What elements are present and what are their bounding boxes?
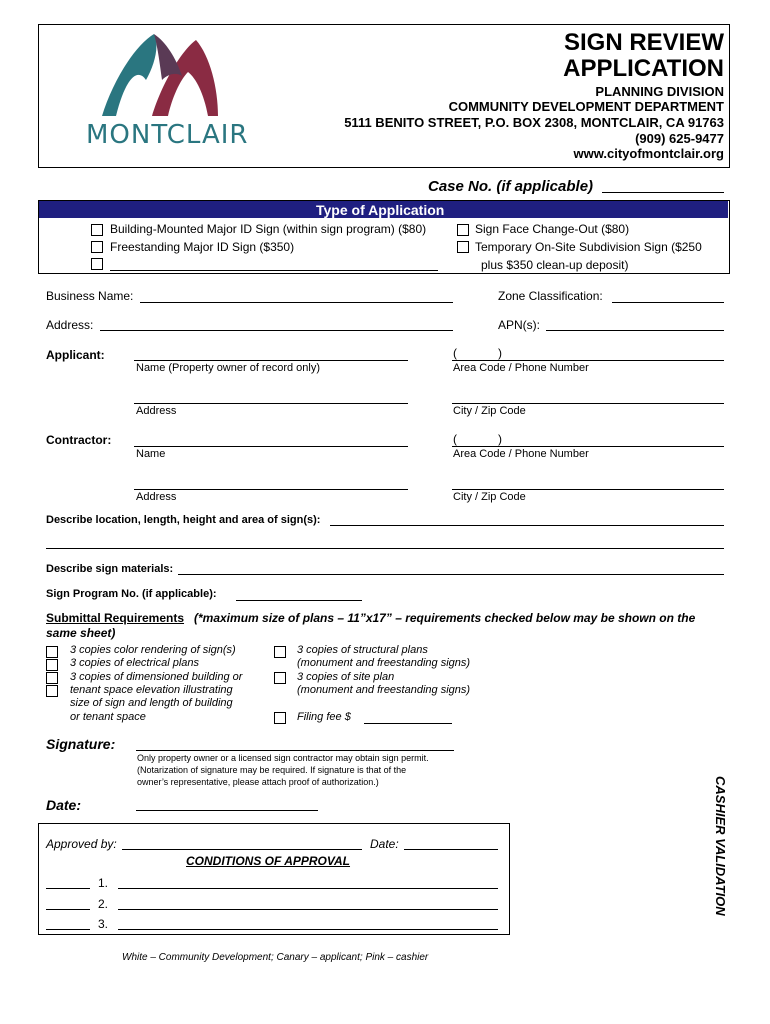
condition-number-3: 3.	[98, 917, 109, 931]
condition-field-1[interactable]	[118, 888, 498, 889]
condition-initial-3[interactable]	[46, 929, 90, 930]
apn-label: APN(s):	[498, 318, 540, 332]
sign-program-label: Sign Program No. (if applicable):	[46, 588, 217, 600]
submittal-note-2: same sheet)	[46, 626, 116, 640]
zone-field[interactable]	[612, 302, 724, 303]
option-building-mounted: Building-Mounted Major ID Sign (within sign program) ($80)	[110, 222, 427, 236]
contractor-phone-caption: Area Code / Phone Number	[453, 448, 589, 460]
signature-note-1: Only property owner or a licensed sign contractor may obtain sign permit.	[137, 753, 429, 763]
division: PLANNING DIVISION	[595, 84, 724, 99]
contractor-name-field[interactable]	[134, 446, 408, 447]
apn-field[interactable]	[546, 330, 724, 331]
contractor-label: Contractor:	[46, 433, 112, 447]
contractor-city-caption: City / Zip Code	[453, 491, 526, 503]
checkbox-electrical[interactable]	[46, 659, 58, 671]
applicant-paren-close: )	[498, 346, 502, 360]
describe-location-field[interactable]	[330, 525, 724, 526]
department: COMMUNITY DEVELOPMENT DEPARTMENT	[448, 99, 724, 114]
checkbox-sign-face[interactable]	[457, 224, 469, 236]
type-of-application-title: Type of Application	[316, 202, 445, 218]
sign-program-field[interactable]	[236, 600, 362, 601]
applicant-city-caption: City / Zip Code	[453, 405, 526, 417]
applicant-label: Applicant:	[46, 348, 105, 362]
applicant-paren-open: (	[453, 346, 457, 360]
signature-note-2: (Notarization of signature may be required. If signature is that of the	[137, 765, 407, 775]
approval-date-field[interactable]	[404, 849, 498, 850]
req-site-plan: 3 copies of site plan	[297, 671, 395, 683]
page-title: SIGN REVIEW	[563, 29, 724, 56]
date-label: Date:	[46, 797, 82, 813]
case-no-field[interactable]	[602, 192, 724, 193]
other-field[interactable]	[110, 270, 438, 271]
checkbox-color-rendering[interactable]	[46, 646, 58, 658]
submittal-heading: Submittal Requirements	[46, 611, 185, 625]
describe-materials-label: Describe sign materials:	[46, 563, 174, 575]
case-no-label: Case No. (if applicable)	[428, 178, 594, 195]
signature-note-3: owner’s representative, please attach proof of authorization.)	[137, 777, 379, 787]
page-title-line2: APPLICATION	[563, 55, 724, 82]
describe-materials-field[interactable]	[178, 574, 724, 575]
checkbox-building-mounted[interactable]	[91, 224, 103, 236]
req-dimensioned: 3 copies of dimensioned building or	[70, 671, 243, 683]
req-structural: 3 copies of structural plans	[297, 644, 428, 656]
req-site-plan-note: (monument and freestanding signs)	[297, 684, 471, 696]
option-temporary-cont: plus $350 clean-up deposit)	[481, 258, 629, 272]
logo-text: MONTCLAIR	[86, 120, 249, 150]
website[interactable]: www.cityofmontclair.org	[573, 146, 724, 161]
contractor-paren-close: )	[498, 432, 502, 446]
condition-number-2: 2.	[98, 897, 109, 911]
filing-fee-label: Filing fee $	[297, 711, 351, 723]
checkbox-other[interactable]	[91, 258, 103, 270]
contractor-name-caption: Name	[136, 448, 166, 460]
applicant-phone-field[interactable]	[452, 360, 724, 361]
applicant-phone-caption: Area Code / Phone Number	[453, 362, 589, 374]
address: 5111 BENITO STREET, P.O. BOX 2308, MONTCLAIR, CA 91763	[344, 115, 724, 130]
address-label: Address:	[46, 318, 94, 332]
condition-initial-1[interactable]	[46, 888, 90, 889]
req-color-rendering: 3 copies color rendering of sign(s)	[70, 644, 236, 656]
conditions-heading: CONDITIONS OF APPROVAL	[186, 854, 351, 868]
submittal-note: (*maximum size of plans – 11”x17” – requirements checked below may be shown on the	[194, 611, 696, 625]
business-name-field[interactable]	[140, 302, 453, 303]
describe-location-field-2[interactable]	[46, 548, 724, 549]
contractor-phone-field[interactable]	[452, 446, 724, 447]
option-sign-face: Sign Face Change-Out ($80)	[475, 222, 630, 236]
zone-label: Zone Classification:	[498, 289, 603, 303]
req-electrical: 3 copies of electrical plans	[70, 657, 200, 669]
req-cont-1: size of sign and length of building	[70, 697, 233, 709]
contractor-address-field[interactable]	[134, 489, 408, 490]
req-structural-note: (monument and freestanding signs)	[297, 657, 471, 669]
business-name-label: Business Name:	[46, 289, 134, 303]
condition-field-2[interactable]	[118, 909, 498, 910]
option-freestanding: Freestanding Major ID Sign ($350)	[110, 240, 295, 254]
applicant-address-field[interactable]	[134, 403, 408, 404]
signature-label: Signature:	[46, 736, 116, 752]
applicant-name-caption: Name (Property owner of record only)	[136, 362, 321, 374]
approved-by-label: Approved by:	[46, 837, 117, 851]
contractor-paren-open: (	[453, 432, 457, 446]
address-field[interactable]	[100, 330, 453, 331]
option-temporary: Temporary On-Site Subdivision Sign ($250	[475, 240, 702, 254]
checkbox-dimensioned[interactable]	[46, 672, 58, 684]
condition-field-3[interactable]	[118, 929, 498, 930]
condition-initial-2[interactable]	[46, 909, 90, 910]
req-tenant-space: tenant space elevation illustrating	[70, 684, 233, 696]
approval-date-label: Date:	[370, 837, 399, 851]
applicant-city-field[interactable]	[452, 403, 724, 404]
req-cont-2: or tenant space	[70, 711, 146, 723]
checkbox-filing-fee[interactable]	[274, 712, 286, 724]
applicant-name-field[interactable]	[134, 360, 408, 361]
montclair-logo-icon	[96, 28, 226, 118]
signature-field[interactable]	[136, 750, 454, 751]
approved-by-field[interactable]	[122, 849, 362, 850]
checkbox-freestanding[interactable]	[91, 241, 103, 253]
cashier-validation: CASHIER VALIDATION	[713, 776, 728, 916]
footer-note: White – Community Development; Canary – applicant; Pink – cashier	[122, 952, 429, 963]
checkbox-temporary[interactable]	[457, 241, 469, 253]
filing-fee-field[interactable]	[364, 723, 452, 724]
condition-number-1: 1.	[98, 876, 109, 890]
contractor-city-field[interactable]	[452, 489, 724, 490]
date-field[interactable]	[136, 810, 318, 811]
checkbox-site-plan[interactable]	[274, 672, 286, 684]
contractor-address-caption: Address	[136, 491, 177, 503]
applicant-address-caption: Address	[136, 405, 177, 417]
describe-location-label: Describe location, length, height and area of sign(s):	[46, 514, 321, 526]
checkbox-tenant-space[interactable]	[46, 685, 58, 697]
phone: (909) 625-9477	[635, 131, 724, 146]
checkbox-structural[interactable]	[274, 646, 286, 658]
